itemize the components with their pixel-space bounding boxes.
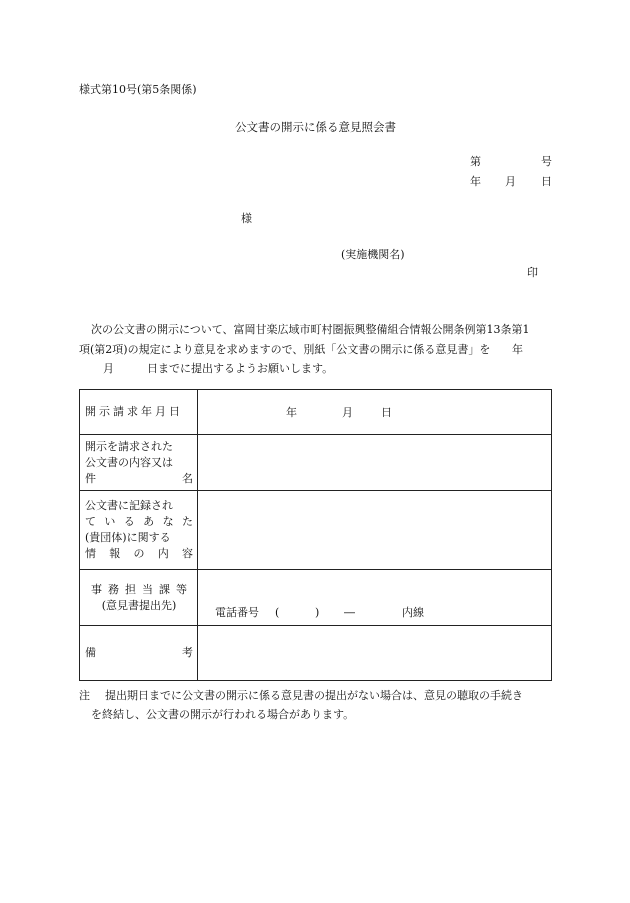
phone-extension: 内線 <box>402 606 424 619</box>
row-recorded-information <box>80 491 552 570</box>
remarks-label: 備 考 <box>85 646 193 659</box>
body-line-3-rest: 日までに提出するようお願いします。 <box>147 362 334 375</box>
footnote-text-2: を終結し、公文書の開示が行われる場合があります。 <box>91 708 355 721</box>
footnote <box>79 686 554 724</box>
document-content-label-line-3: 件 名 <box>85 471 193 485</box>
department-value-cell[interactable] <box>198 570 552 626</box>
department-label-line-1: 事 務 担 当 課 等 <box>91 582 187 596</box>
recorded-information-label-line-2: て い る あ な た <box>85 515 193 528</box>
document-content-label-line-1: 開示を請求された <box>85 439 173 453</box>
request-date-label: 開示請求年月日 <box>85 405 183 418</box>
footnote-prefix: 注 <box>79 689 90 702</box>
phone-paren-close: ) <box>315 606 320 619</box>
request-date-month: 月 <box>342 406 353 419</box>
phone-label: 電話番号 <box>215 606 259 619</box>
department-label-cell <box>80 570 198 626</box>
recorded-information-label-cell <box>80 491 198 570</box>
recorded-information-label-line-4: 情 報 の 内 容 <box>85 547 193 560</box>
request-date-day: 日 <box>381 406 392 419</box>
row-document-content <box>80 435 552 491</box>
phone-dash: ― <box>344 606 355 619</box>
recorded-information-label-line-1: 公文書に記録され <box>85 499 173 512</box>
body-line-2-year: 年 <box>512 343 523 356</box>
date-month: 月 <box>505 175 516 188</box>
addressee-suffix: 様 <box>241 212 252 225</box>
seal-mark: 印 <box>527 266 538 279</box>
recorded-information-label-line-3: (貴団体)に関する <box>85 531 171 544</box>
body-line-2: 項(第2項)の規定により意見を求めますので、別紙「公文書の開示に係る意見書」を <box>79 343 491 356</box>
request-date-value-cell[interactable] <box>198 390 552 435</box>
date-day: 日 <box>541 175 552 188</box>
document-content-label-cell <box>80 435 198 491</box>
doc-number-suffix: 号 <box>541 155 552 168</box>
row-remarks <box>80 626 552 681</box>
document-title: 公文書の開示に係る意見照会書 <box>235 120 396 134</box>
body-line-1: 次の公文書の開示について、富岡甘楽広域市町村圏振興整備組合情報公開条例第13条第1 <box>91 323 530 336</box>
phone-paren-open: ( <box>275 606 280 619</box>
request-date-year: 年 <box>286 406 297 419</box>
remarks-value-cell[interactable] <box>198 626 552 681</box>
request-date-label-cell <box>80 390 198 435</box>
row-request-date <box>80 390 552 435</box>
body-line-3-month: 月 <box>103 362 114 375</box>
footnote-text: 提出期日までに公文書の開示に係る意見書の提出がない場合は、意見の聴取の手続き <box>105 689 523 702</box>
remarks-label-cell <box>80 626 198 681</box>
recorded-information-value-cell[interactable] <box>198 491 552 570</box>
doc-number-prefix: 第 <box>470 155 481 168</box>
department-label-line-2: (意見書提出先) <box>101 598 177 612</box>
date-year: 年 <box>470 175 481 188</box>
document-content-value-cell[interactable] <box>198 435 552 491</box>
form-number: 様式第10号(第5条関係) <box>79 83 197 96</box>
document-content-label-line-2: 公文書の内容又は <box>85 455 173 469</box>
information-table <box>79 389 552 681</box>
agency-label: (実施機関名) <box>341 248 405 261</box>
row-department <box>80 570 552 626</box>
